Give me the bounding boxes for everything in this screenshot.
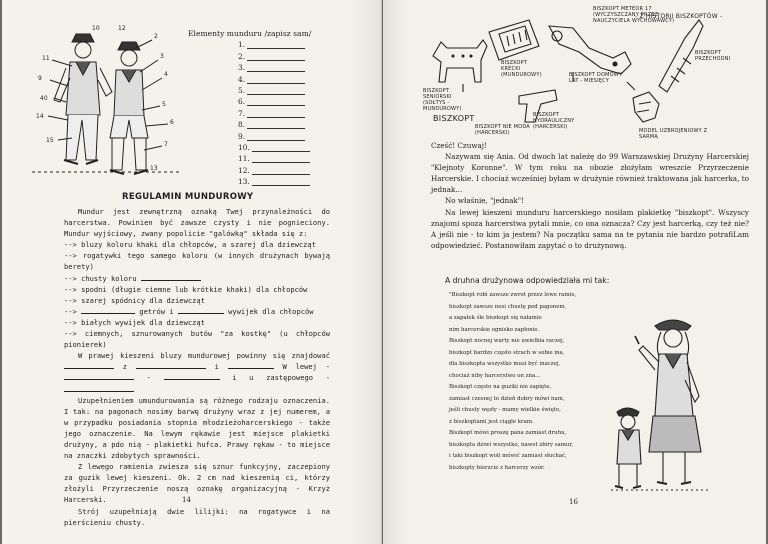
regulamin-body xyxy=(64,206,330,528)
poem-line: i taki biszkopt woli mówić zamiast słuchać, xyxy=(449,453,567,459)
list-item: --> getrów i wywijek dla chłopców xyxy=(64,306,314,316)
answer-heading: A druhna drużynowa odpowiedziała mi tak: xyxy=(445,276,610,285)
blank-line[interactable] xyxy=(252,144,310,152)
poem-line: biszkopt zawsze nosi chustę pod pagonem, xyxy=(449,303,567,310)
blank-line[interactable] xyxy=(247,98,305,106)
poem-line: "Biszkopt robi zawsze zwrot przez lewe ramie, xyxy=(449,292,577,298)
blank-line[interactable] xyxy=(252,155,310,163)
list-item: 10. xyxy=(238,141,348,152)
biscuit-history-header: - Z HISTORII BISZKOPTÓW - xyxy=(635,13,723,20)
label-biszkopt-dom: BISZKOPT DOMOWY LAT - MIESIĘCY xyxy=(569,72,623,84)
blank-line[interactable] xyxy=(247,53,305,61)
blank-line[interactable] xyxy=(247,121,305,129)
list-item: --> szarej spódnicy dla dziewcząt xyxy=(64,295,205,305)
label-biszkopt-nie: BISZKOPT NIE MODA (HARCERSKI) xyxy=(475,124,530,136)
illustration-label: 2 xyxy=(154,33,158,40)
illustration-label: 11 xyxy=(42,55,50,62)
label-biszkopt-meteor: BISZKOPT METEOR 17 (WYCZYSZCZANY PRZEZ NAUCZYCIELA WYCHOWAWCY) xyxy=(593,6,675,24)
poem-line: dla biszkopta wszystko musi być inaczej, xyxy=(449,361,561,367)
illustration-label: 7 xyxy=(164,141,168,148)
label-biszkopt-przechodni: BISZKOPT PRZECHODNI xyxy=(695,50,731,62)
illustration-label: 12 xyxy=(118,25,126,32)
list-item: --> spodni (długie ciemne lub krótkie khaki) dla chłopców xyxy=(64,284,308,294)
illustration-label: 6 xyxy=(170,119,174,126)
illustration-label: 10 xyxy=(92,25,100,32)
intro-paragraph: Mundur jest zewnętrzną oznaką Twej przynależności do harcerstwa. Powinien być zawsze czysty i nie pognieciony. Mundur wyjściowy, zwany popolicie "galówką" składa się z: xyxy=(64,207,330,239)
page-number-right: 16 xyxy=(569,498,578,506)
poem-line: a zapałek śle biszkopt się nałamie xyxy=(449,315,542,321)
list-item: 8. xyxy=(238,118,348,129)
cord-paragraph: Z lewego ramienia zwiesza się sznur funkcyjny, zaczepiony za guzik lewej kieszeni. Ok. 2 cm nad kieszenią ci, którzy złożyli Przyrzeczenie noszą oznakę organizacyjną - Krzyż Harcerski. xyxy=(64,462,330,505)
list-item: 5. xyxy=(238,84,348,95)
illustration-label: 15 xyxy=(46,137,54,144)
list-item: 3. xyxy=(238,61,348,72)
poem-line: z biszkoptami jest ciągle kram. xyxy=(449,418,534,425)
lily-paragraph: Strój uzupełniają dwie lilijki: na rogatywce i na pierścieniu chusty. xyxy=(64,506,330,527)
list-item: 6. xyxy=(238,95,348,106)
label-biszkopt-krecki: BISZKOPT KRECKI (MUNDUROWY) xyxy=(501,60,542,78)
story-paragraph: Na lewej kieszeni munduru harcerskiego nosiłam plakietkę "biszkopt". Wszyscy znajomi spoza harcerstwa pytali mnie, co ona oznacza? Czy jest harcerką, czy też nie? A jeśli nie - to kim ja jestem? Na początku sama na te pytania nie bardzo potrafiLam odpowiedzieć. Postanowiłam zapytać o to drużynową. xyxy=(431,207,749,250)
illustration-label: 14 xyxy=(36,113,44,120)
illustration-label: 13 xyxy=(150,165,158,172)
poem-line: chociaż niby harcerstwo on zna... xyxy=(449,372,541,379)
page-number-left: 14 xyxy=(182,496,191,504)
list-item: 7. xyxy=(238,106,348,117)
illustration-label: 9 xyxy=(38,75,42,82)
list-item: 13. xyxy=(238,175,348,186)
blank-line[interactable] xyxy=(247,64,305,72)
greeting: Cześć! Czuwaj! xyxy=(431,141,487,150)
blank-line[interactable] xyxy=(247,41,305,49)
illustration-label: 5 xyxy=(162,101,166,108)
label-biszkopt-hydrauliczny: BISZKOPT HYDRAULICZNY (HARCERSKI) xyxy=(533,112,575,130)
story-paragraph: No właśnie, "jednak"! xyxy=(445,196,524,206)
poem-line: biszkopt bardzo często strach w sobie ma, xyxy=(449,349,565,356)
list-item: --> rogatywki tego samego koloru (w innych drużynach bywają berety) xyxy=(64,251,330,272)
list-item: --> chusty koloru xyxy=(64,273,330,284)
blank-line[interactable] xyxy=(252,178,310,186)
elements-number-list xyxy=(238,38,348,186)
illustration-label: 4 xyxy=(164,71,168,78)
poem-line: Biszkopt często na guziki nie zapięte, xyxy=(449,384,552,390)
list-item: 9. xyxy=(238,129,348,140)
poem-line: Biszkopt nocnej warty nie uwielbia raczej, xyxy=(449,338,565,344)
label-biszkopt-senior: BISZKOPT SENIORSKI (SOŁTYS - MUNDUROWY) xyxy=(423,88,462,112)
poem-line: biszkopta dziwi wszystko, nawet zbiry samur, xyxy=(449,441,574,448)
blank-line[interactable] xyxy=(247,133,305,141)
leader-and-child-illustration xyxy=(611,306,721,496)
illustration-label: 3 xyxy=(160,53,164,60)
list-item: --> bluzy koloru khaki dla chłopców, a szarej dla dziewcząt xyxy=(64,240,316,250)
blank-line[interactable] xyxy=(247,87,305,95)
list-item: 4. xyxy=(238,72,348,83)
illustration-label: 40 xyxy=(40,95,48,102)
list-item: --> białych wywijek dla dziewcząt xyxy=(64,317,205,327)
poem-line: zamiast czesnej to dzień dobry mówi nam, xyxy=(449,395,565,402)
list-item: 1. xyxy=(238,38,348,49)
badges-paragraph: Uzupełnieniem umundurowania są różnego rodzaju oznaczenia. I tak: na pagonach nosimy barwę drużyny wraz z jej numerem, a w przypadku posiadania stopnia młodzieżoharcerskiego - także jego oznaczenie. Na lewym rękawie jest miejsce plakietki drużyny, a pdo nią - plakietki hufca. Prawy rękaw - to miejsce na znaczki zdobytych sprawności. xyxy=(64,395,330,461)
left-page xyxy=(2,0,382,544)
list-item: 11. xyxy=(238,152,348,163)
right-page xyxy=(383,0,766,544)
pocket-paragraph: W prawej kieszeni bluzy mundurowej powinny się znajdować z i W lewej - - i u zastępowego - xyxy=(64,350,330,394)
list-item: 12. xyxy=(238,163,348,174)
poem-line: Biszkopt mówi proszę pana zamiast druhu, xyxy=(449,430,567,436)
label-model: MODEL UZBROJENIOWY Z SARMĄ xyxy=(639,128,708,140)
regulamin-title: REGULAMIN MUNDUROWY xyxy=(122,192,254,202)
elements-title: Elementy munduru /zapisz sam/ xyxy=(188,29,312,38)
biszkopt-heading: BISZKOPT xyxy=(433,114,475,123)
poem-line: nim harcerskie ognisko zapłonie. xyxy=(449,326,540,333)
list-item: --> ciemnych, sznurowanych butów "za kostkę" (u chłopców pionierek) xyxy=(64,329,330,350)
poem-line: jeśli chusty węzły - mamy wielkie święto, xyxy=(449,407,561,413)
poem-line: biszkopty bierzcie z harcerzy wzór. xyxy=(449,464,545,471)
blank-line[interactable] xyxy=(247,110,305,118)
blank-line[interactable] xyxy=(252,167,310,175)
story-paragraph: Nazywam się Ania. Od dwoch lat należę do 99 Warszawskiej Drużyny Harcerskiej "Klejnoty Koronne". W tym roku na obozie złożyłam wreszcie Przyrzeczenie Harcerskie. I chociaż wcześniej byłam w drużynie również traktowana jak harcerka, to jednak... xyxy=(431,152,749,195)
blank-line[interactable] xyxy=(247,76,305,84)
scouts-uniform-illustration xyxy=(32,20,182,190)
story-body xyxy=(431,140,749,251)
list-item: 2. xyxy=(238,49,348,60)
